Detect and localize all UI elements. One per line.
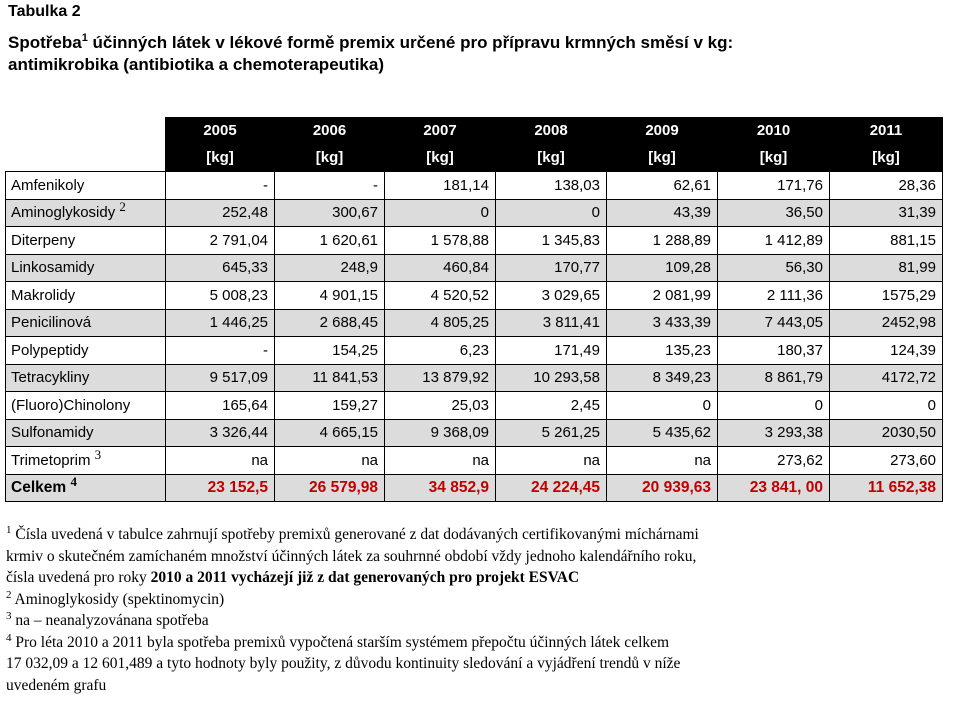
- value-cell: 4 805,25: [385, 309, 496, 337]
- row-label-text: Linkosamidy: [11, 259, 95, 277]
- table-row: [6, 447, 943, 475]
- value-cell: 8 349,23: [607, 364, 718, 392]
- value-cell: 4 901,15: [275, 282, 385, 310]
- value-cell: 9 517,09: [166, 364, 275, 392]
- table-body: [6, 172, 943, 502]
- unit-header: [kg]: [830, 145, 943, 172]
- value-cell: 171,76: [718, 172, 830, 200]
- footnote-text: na – neanalyzovánana spotřeba: [11, 612, 209, 629]
- unit-header: [kg]: [385, 145, 496, 172]
- unit-header: [kg]: [718, 145, 830, 172]
- value-cell: 645,33: [166, 254, 275, 282]
- unit-header: [kg]: [607, 145, 718, 172]
- value-cell: 43,39: [607, 199, 718, 227]
- value-cell: 13 879,92: [385, 364, 496, 392]
- value-cell: 25,03: [385, 392, 496, 420]
- total-row: [6, 474, 943, 502]
- value-cell: 28,36: [830, 172, 943, 200]
- value-cell: na: [607, 447, 718, 475]
- row-label-text: Diterpeny: [11, 231, 76, 249]
- unit-header: [kg]: [496, 145, 607, 172]
- year-header: 2009: [607, 118, 718, 145]
- row-label-text: Celkem: [11, 478, 67, 496]
- row-label-text: Aminoglykosidy: [11, 204, 116, 222]
- value-cell: 124,39: [830, 337, 943, 365]
- value-cell: 11 841,53: [275, 364, 385, 392]
- table-row: [6, 227, 943, 255]
- value-cell: 23 152,5: [166, 474, 275, 502]
- value-cell: 881,15: [830, 227, 943, 255]
- footnote-text: krmiv o skutečném zamíchaném množství účinných látek za souhrnné období vždy jednoho kalendářního roku,: [6, 547, 697, 565]
- value-cell: 300,67: [275, 199, 385, 227]
- row-label: [6, 227, 166, 255]
- value-cell: 5 435,62: [607, 419, 718, 447]
- footnote-3: [6, 610, 956, 632]
- value-cell: 460,84: [385, 254, 496, 282]
- footnote-text: čísla uvedená pro roky: [6, 569, 151, 586]
- value-cell: 3 433,39: [607, 309, 718, 337]
- year-header: 2008: [496, 118, 607, 145]
- value-cell: 154,25: [275, 337, 385, 365]
- footnote-marker: 3: [94, 446, 102, 462]
- value-cell: 3 029,65: [496, 282, 607, 310]
- row-label: [6, 282, 166, 310]
- value-cell: 1 620,61: [275, 227, 385, 255]
- value-cell: 1 288,89: [607, 227, 718, 255]
- value-cell: na: [166, 447, 275, 475]
- value-cell: -: [275, 172, 385, 200]
- value-cell: 3 293,38: [718, 419, 830, 447]
- value-cell: na: [275, 447, 385, 475]
- footnote-4-cont: [6, 675, 956, 697]
- value-cell: 159,27: [275, 392, 385, 420]
- row-label-text: Penicilinová: [11, 314, 92, 332]
- footnote-marker: 3: [6, 610, 12, 622]
- value-cell: 3 811,41: [496, 309, 607, 337]
- value-cell: 138,03: [496, 172, 607, 200]
- row-label-text: (Fluoro)Chinolony: [11, 396, 131, 414]
- value-cell: na: [496, 447, 607, 475]
- value-cell: 170,77: [496, 254, 607, 282]
- footnote-marker: 2: [119, 199, 126, 215]
- row-label-text: Amfenikoly: [11, 176, 85, 194]
- row-label-text: Sulfonamidy: [11, 424, 94, 442]
- value-cell: 31,39: [830, 199, 943, 227]
- row-label-text: Polypeptidy: [11, 341, 89, 359]
- table-row: [6, 337, 943, 365]
- value-cell: 2 688,45: [275, 309, 385, 337]
- table-caption: Tabulka 2: [8, 3, 81, 20]
- value-cell: 273,60: [830, 447, 943, 475]
- heading-line1: účinných látek v lékové formě premix určené pro přípravu krmných směsí v kg:: [87, 33, 734, 52]
- footnote-marker: 1: [6, 524, 12, 536]
- value-cell: 5 008,23: [166, 282, 275, 310]
- footnote-1-cont: [6, 567, 956, 589]
- table-row: [6, 282, 943, 310]
- row-label: [6, 254, 166, 282]
- value-cell: 5 261,25: [496, 419, 607, 447]
- value-cell: 181,14: [385, 172, 496, 200]
- value-cell: 56,30: [718, 254, 830, 282]
- value-cell: 1 412,89: [718, 227, 830, 255]
- year-header: 2010: [718, 118, 830, 145]
- value-cell: -: [166, 172, 275, 200]
- document-heading: [8, 32, 948, 76]
- value-cell: 11 652,38: [830, 474, 943, 502]
- heading-line2: antimikrobika (antibiotika a chemoterapeutika): [8, 55, 384, 74]
- footnote-text: Aminoglykosidy (spektinomycin): [11, 590, 225, 608]
- value-cell: -: [166, 337, 275, 365]
- value-cell: 180,37: [718, 337, 830, 365]
- row-label: [6, 172, 166, 200]
- row-label: [6, 392, 166, 420]
- footnote-marker: 4: [70, 473, 77, 489]
- row-label: [6, 419, 166, 447]
- footnote-text: Čísla uvedená v tabulce zahrnují spotřeby premixů generované z dat dodávaných certifikovanými míchárnami: [11, 526, 699, 543]
- value-cell: 23 841, 00: [718, 474, 830, 502]
- value-cell: 62,61: [607, 172, 718, 200]
- year-header: 2011: [830, 118, 943, 145]
- value-cell: 2030,50: [830, 419, 943, 447]
- value-cell: 0: [830, 392, 943, 420]
- value-cell: na: [385, 447, 496, 475]
- value-cell: 2 111,36: [718, 282, 830, 310]
- value-cell: 2 791,04: [166, 227, 275, 255]
- unit-header: [kg]: [166, 145, 275, 172]
- heading-prefix: Spotřeba: [8, 33, 82, 52]
- row-label-text: Makrolidy: [11, 286, 76, 304]
- table-row: [6, 254, 943, 282]
- row-label-text: Tetracykliny: [11, 369, 90, 387]
- footnotes: [6, 524, 956, 696]
- value-cell: 0: [385, 199, 496, 227]
- value-cell: 4 665,15: [275, 419, 385, 447]
- table-row: [6, 392, 943, 420]
- value-cell: 7 443,05: [718, 309, 830, 337]
- row-label: [6, 474, 166, 502]
- row-label: [6, 337, 166, 365]
- value-cell: 0: [718, 392, 830, 420]
- value-cell: 8 861,79: [718, 364, 830, 392]
- value-cell: 171,49: [496, 337, 607, 365]
- footnote-2: [6, 589, 956, 611]
- footnote-1: [6, 524, 956, 546]
- value-cell: 165,64: [166, 392, 275, 420]
- value-cell: 24 224,45: [496, 474, 607, 502]
- value-cell: 109,28: [607, 254, 718, 282]
- value-cell: 9 368,09: [385, 419, 496, 447]
- row-label: [6, 309, 166, 337]
- row-label-text: Trimetoprim: [11, 451, 91, 469]
- unit-header: [kg]: [275, 145, 385, 172]
- value-cell: 0: [607, 392, 718, 420]
- value-cell: 36,50: [718, 199, 830, 227]
- value-cell: 2452,98: [830, 309, 943, 337]
- value-cell: 1 446,25: [166, 309, 275, 337]
- table-row: [6, 364, 943, 392]
- value-cell: 1 578,88: [385, 227, 496, 255]
- footnote-bold-text: 2010 a 2011 vycházejí již z dat generovaných pro projekt ESVAC: [150, 569, 580, 586]
- consumption-table: [5, 117, 943, 502]
- heading-footnote-ref: 1: [81, 32, 88, 44]
- value-cell: 26 579,98: [275, 474, 385, 502]
- footnote-1-cont: [6, 546, 956, 568]
- value-cell: 1 345,83: [496, 227, 607, 255]
- table-row: [6, 199, 943, 227]
- header-corner: [6, 118, 166, 145]
- row-label: [6, 364, 166, 392]
- row-label: [6, 447, 166, 475]
- header-corner: [6, 145, 166, 172]
- footnote-marker: 2: [6, 588, 12, 601]
- row-label: [6, 199, 166, 227]
- value-cell: 2 081,99: [607, 282, 718, 310]
- value-cell: 4172,72: [830, 364, 943, 392]
- year-header-row: [6, 118, 943, 145]
- footnote-text: 17 032,09 a 12 601,489 a tyto hodnoty byly použity, z důvodu kontinuity sledování a vyjádření trendů v níže: [6, 655, 681, 672]
- table-row: [6, 419, 943, 447]
- value-cell: 252,48: [166, 199, 275, 227]
- footnote-marker: 4: [6, 631, 12, 644]
- value-cell: 4 520,52: [385, 282, 496, 310]
- value-cell: 6,23: [385, 337, 496, 365]
- footnote-text: Pro léta 2010 a 2011 byla spotřeba premixů vypočtená starším systémem přepočtu účinných látek celkem: [11, 633, 670, 651]
- table-row: [6, 172, 943, 200]
- year-header: 2007: [385, 118, 496, 145]
- unit-header-row: [6, 145, 943, 172]
- table-row: [6, 309, 943, 337]
- footnote-4-cont: [6, 653, 956, 675]
- value-cell: 20 939,63: [607, 474, 718, 502]
- year-header: 2005: [166, 118, 275, 145]
- value-cell: 10 293,58: [496, 364, 607, 392]
- value-cell: 248,9: [275, 254, 385, 282]
- value-cell: 34 852,9: [385, 474, 496, 502]
- value-cell: 3 326,44: [166, 419, 275, 447]
- value-cell: 2,45: [496, 392, 607, 420]
- year-header: 2006: [275, 118, 385, 145]
- value-cell: 0: [496, 199, 607, 227]
- value-cell: 135,23: [607, 337, 718, 365]
- footnote-4: [6, 632, 956, 654]
- footnote-text: uvedeném grafu: [6, 676, 107, 694]
- value-cell: 81,99: [830, 254, 943, 282]
- value-cell: 273,62: [718, 447, 830, 475]
- value-cell: 1575,29: [830, 282, 943, 310]
